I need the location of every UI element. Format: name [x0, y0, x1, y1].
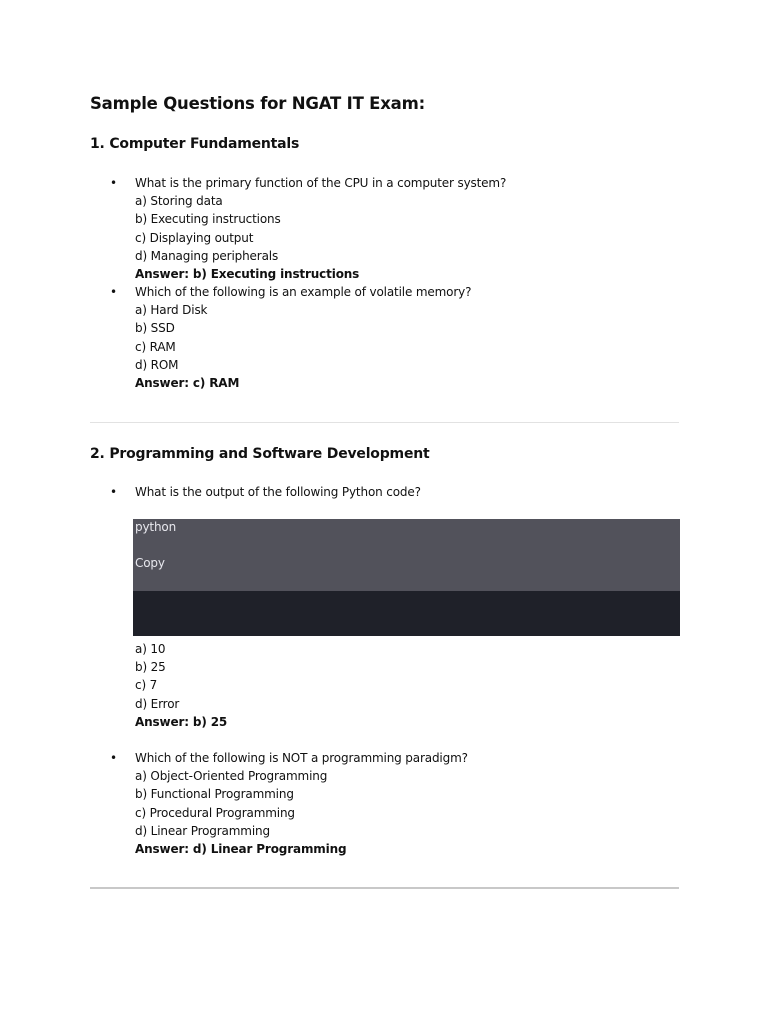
option-a: a) Object-Oriented Programming — [135, 769, 328, 784]
option-b: b) SSD — [135, 321, 175, 336]
option-d: d) ROM — [135, 357, 179, 372]
question-text: What is the output of the following Python code? — [135, 485, 421, 499]
answer-text: Answer: b) Executing instructions — [135, 267, 360, 282]
option-b: b) Executing instructions — [135, 212, 281, 227]
option-list — [135, 640, 227, 731]
question-body — [135, 749, 690, 858]
section-divider — [90, 422, 679, 423]
option-d: d) Managing peripherals — [135, 248, 279, 263]
bullet-icon: • — [110, 176, 117, 190]
option-c: c) 7 — [135, 678, 158, 693]
option-c: c) Procedural Programming — [135, 805, 295, 820]
question-item-programming-paradigm — [110, 749, 690, 858]
option-a: a) 10 — [135, 642, 166, 656]
section-heading-computer-fundamentals: 1. Computer Fundamentals — [90, 136, 300, 152]
option-b: b) Functional Programming — [135, 787, 294, 802]
answer-text: Answer: c) RAM — [135, 376, 240, 391]
page-title: Sample Questions for NGAT IT Exam: — [90, 94, 426, 113]
code-block-header — [133, 519, 680, 591]
question-item-python-output — [110, 483, 690, 501]
code-content — [133, 591, 680, 636]
code-language-label: python — [135, 520, 177, 534]
code-block — [133, 519, 680, 636]
question-item-cpu-function — [110, 174, 690, 283]
question-body — [135, 174, 690, 283]
question-text: Which of the following is NOT a programming paradigm? — [135, 751, 468, 765]
section-divider — [90, 887, 679, 889]
bullet-icon: • — [110, 751, 117, 765]
question-body — [135, 283, 690, 392]
bullet-icon: • — [110, 485, 117, 499]
option-a: a) Hard Disk — [135, 303, 208, 318]
question-text: What is the primary function of the CPU in a computer system? — [135, 176, 507, 190]
question-item-volatile-memory — [110, 283, 690, 392]
option-b: b) 25 — [135, 660, 166, 675]
option-c: c) RAM — [135, 339, 176, 354]
bullet-icon: • — [110, 285, 117, 299]
section-heading-programming: 2. Programming and Software Development — [90, 446, 430, 462]
option-d: d) Linear Programming — [135, 823, 270, 838]
option-c: c) Displaying output — [135, 230, 254, 245]
option-d: d) Error — [135, 696, 180, 711]
question-text: Which of the following is an example of volatile memory? — [135, 285, 472, 299]
copy-code-button[interactable]: Copy — [135, 556, 165, 570]
question-body — [135, 483, 690, 501]
answer-text: Answer: b) 25 — [135, 714, 228, 729]
option-a: a) Storing data — [135, 194, 223, 209]
answer-text: Answer: d) Linear Programming — [135, 842, 347, 857]
